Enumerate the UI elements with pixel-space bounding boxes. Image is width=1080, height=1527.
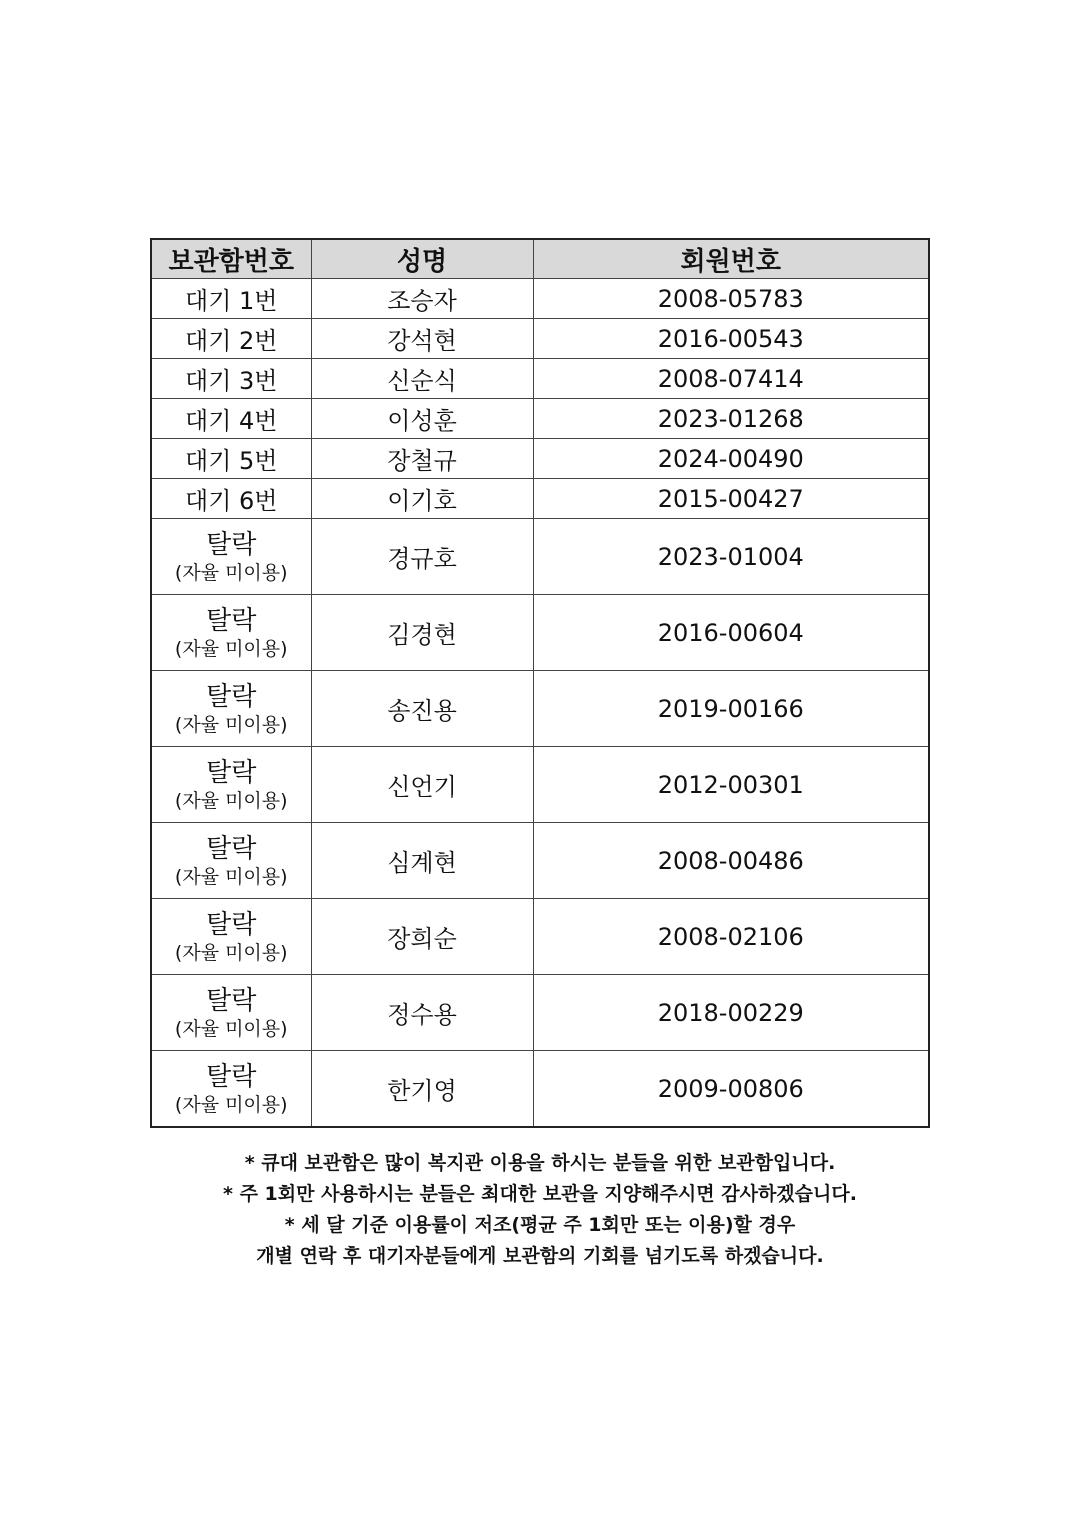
table-row — [151, 899, 929, 975]
name-cell: 신순식 — [311, 359, 533, 399]
table-row — [151, 519, 929, 595]
member-number-cell: 2009-00806 — [533, 1051, 929, 1128]
name-cell: 신언기 — [311, 747, 533, 823]
name-cell: 경규호 — [311, 519, 533, 595]
table-row — [151, 399, 929, 439]
status-cell — [151, 671, 311, 747]
table-row — [151, 823, 929, 899]
status-reason: (자율 미이용) — [174, 1093, 288, 1116]
status-label: 탈락 — [206, 681, 257, 712]
member-number-cell: 2016-00604 — [533, 595, 929, 671]
status-reason: (자율 미이용) — [174, 789, 288, 812]
locker-waitlist-table — [150, 238, 930, 1128]
member-number-cell: 2012-00301 — [533, 747, 929, 823]
notice-line: * 큐대 보관함은 많이 복지관 이용을 하시는 분들을 위한 보관함입니다. — [244, 1152, 836, 1174]
status-label: 탈락 — [206, 1061, 257, 1092]
status-label: 탈락 — [206, 833, 257, 864]
table-row — [151, 975, 929, 1051]
status-label: 탈락 — [206, 529, 257, 560]
member-number-cell: 2018-00229 — [533, 975, 929, 1051]
name-cell: 정수용 — [311, 975, 533, 1051]
table-row — [151, 595, 929, 671]
status-reason: (자율 미이용) — [174, 637, 288, 660]
table-row — [151, 279, 929, 319]
status-cell — [151, 519, 311, 595]
status-reason: (자율 미이용) — [174, 713, 288, 736]
status-cell — [151, 595, 311, 671]
notice-block — [0, 1148, 1080, 1272]
member-number-cell: 2008-02106 — [533, 899, 929, 975]
table-row — [151, 479, 929, 519]
name-cell: 심계현 — [311, 823, 533, 899]
status-reason: (자율 미이용) — [174, 561, 288, 584]
name-cell: 송진용 — [311, 671, 533, 747]
name-cell: 조승자 — [311, 279, 533, 319]
header-name: 성명 — [311, 239, 533, 279]
status-reason: (자율 미이용) — [174, 941, 288, 964]
status-cell — [151, 1051, 311, 1128]
member-number-cell: 2023-01004 — [533, 519, 929, 595]
table-row — [151, 671, 929, 747]
status-cell — [151, 747, 311, 823]
member-number-cell: 2008-00486 — [533, 823, 929, 899]
table-row — [151, 1051, 929, 1128]
notice-line: * 세 달 기준 이용률이 저조(평균 주 1회만 또는 이용)할 경우 — [284, 1214, 796, 1236]
locker-cell: 대기 4번 — [151, 399, 311, 439]
header-locker-number: 보관함번호 — [151, 239, 311, 279]
status-label: 탈락 — [206, 605, 257, 636]
locker-cell: 대기 3번 — [151, 359, 311, 399]
name-cell: 장철규 — [311, 439, 533, 479]
name-cell: 강석현 — [311, 319, 533, 359]
status-label: 탈락 — [206, 985, 257, 1016]
locker-cell: 대기 1번 — [151, 279, 311, 319]
table-row — [151, 319, 929, 359]
member-number-cell: 2016-00543 — [533, 319, 929, 359]
name-cell: 이기호 — [311, 479, 533, 519]
table-row — [151, 747, 929, 823]
notice-line: * 주 1회만 사용하시는 분들은 최대한 보관을 지양해주시면 감사하겠습니다. — [223, 1183, 857, 1205]
name-cell: 한기영 — [311, 1051, 533, 1128]
member-number-cell: 2008-07414 — [533, 359, 929, 399]
status-cell — [151, 899, 311, 975]
member-number-cell: 2024-00490 — [533, 439, 929, 479]
header-member-number: 회원번호 — [533, 239, 929, 279]
table-header-row — [151, 239, 929, 279]
status-reason: (자율 미이용) — [174, 1017, 288, 1040]
status-label: 탈락 — [206, 909, 257, 940]
status-label: 탈락 — [206, 757, 257, 788]
name-cell: 장희순 — [311, 899, 533, 975]
member-number-cell: 2008-05783 — [533, 279, 929, 319]
table-row — [151, 439, 929, 479]
locker-cell: 대기 6번 — [151, 479, 311, 519]
locker-cell: 대기 2번 — [151, 319, 311, 359]
table-row — [151, 359, 929, 399]
member-number-cell: 2019-00166 — [533, 671, 929, 747]
status-reason: (자율 미이용) — [174, 865, 288, 888]
locker-cell: 대기 5번 — [151, 439, 311, 479]
name-cell: 김경현 — [311, 595, 533, 671]
name-cell: 이성훈 — [311, 399, 533, 439]
member-number-cell: 2015-00427 — [533, 479, 929, 519]
status-cell — [151, 975, 311, 1051]
status-cell — [151, 823, 311, 899]
member-number-cell: 2023-01268 — [533, 399, 929, 439]
notice-line: 개별 연락 후 대기자분들에게 보관함의 기회를 넘기도록 하겠습니다. — [256, 1245, 824, 1267]
